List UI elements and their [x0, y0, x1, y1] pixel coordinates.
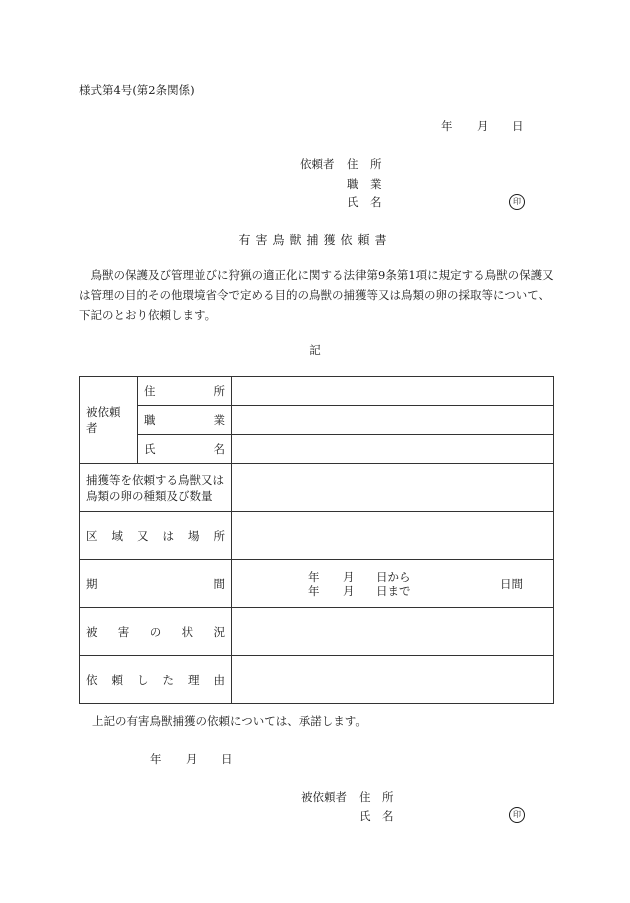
- reason-value[interactable]: [232, 656, 554, 704]
- label-char: は: [162, 528, 174, 543]
- label-char: 氏: [144, 442, 156, 456]
- seal-mark: 印: [509, 807, 525, 823]
- requestee-address-value[interactable]: [232, 377, 554, 406]
- area-label-cell: [80, 512, 232, 560]
- address-label-cell: [138, 377, 232, 406]
- damage-value[interactable]: [232, 608, 554, 656]
- requester-name-label: 氏 名: [347, 195, 382, 209]
- request-details-table: [79, 376, 554, 704]
- from-year: 年: [308, 569, 320, 584]
- seal-mark: 印: [509, 194, 525, 210]
- to-year: 年: [308, 583, 320, 598]
- period-range: [308, 570, 411, 598]
- requestee-label: 被依頼者: [86, 405, 121, 435]
- label-char: 期: [86, 576, 98, 591]
- species-label-line1: 捕獲等を依頼する鳥獣又は: [86, 472, 224, 487]
- label-char: 域: [111, 528, 123, 543]
- signer-address-label: 住 所: [359, 790, 394, 804]
- to-month: 月: [343, 583, 355, 598]
- requester-occupation-label: 職 業: [347, 177, 382, 191]
- name-label-cell: [138, 435, 232, 464]
- body-paragraph: [79, 265, 554, 325]
- label-char: 被: [86, 624, 98, 639]
- requestee-name-value[interactable]: [232, 435, 554, 464]
- bottom-date-day-label: 日: [221, 752, 233, 766]
- ki-heading: 記: [309, 343, 321, 357]
- bottom-date-month-label: 月: [186, 752, 198, 766]
- label-char: 場: [188, 528, 200, 543]
- label-char: 間: [213, 576, 225, 591]
- label-char: 所: [213, 528, 225, 543]
- period-days-label: 日間: [500, 576, 523, 591]
- reason-label-cell: [80, 656, 232, 704]
- label-char: た: [162, 672, 174, 687]
- bottom-date-year-label: 年: [150, 752, 162, 766]
- document-title: 有害鳥獣捕獲依頼書: [238, 233, 392, 247]
- from-month: 月: [343, 569, 355, 584]
- label-char: 害: [117, 624, 130, 639]
- signer-name-label: 氏 名: [359, 809, 394, 823]
- from-day: 日から: [376, 569, 411, 584]
- damage-label-cell: [80, 608, 232, 656]
- occupation-label-cell: [138, 406, 232, 435]
- label-char: 名: [213, 442, 225, 456]
- body-text: 鳥獣の保護及び管理並びに狩猟の適正化に関する法律第9条第1項に規定する鳥獣の保護又は管理の目的その他環境省令で定める目的の鳥獣の捕獲等又は鳥類の卵の採取等について、下記のとおり依頼します。: [79, 268, 554, 322]
- label-char: 依: [86, 672, 98, 687]
- label-char: 頼: [111, 672, 123, 687]
- signer-label: 被依頼者: [301, 790, 347, 804]
- species-value[interactable]: [232, 464, 554, 512]
- to-day: 日まで: [376, 583, 411, 598]
- form-number: 様式第4号(第2条関係): [79, 83, 195, 97]
- requestee-occupation-value[interactable]: [232, 406, 554, 435]
- label-char: 業: [213, 413, 225, 427]
- acceptance-statement: 上記の有害鳥獣捕獲の依頼については、承諾します。: [92, 714, 367, 728]
- requester-label: 依頼者: [300, 157, 335, 171]
- label-char: 由: [213, 672, 225, 687]
- label-char: 住: [144, 384, 156, 398]
- species-label-line2: 鳥類の卵の種類及び数量: [86, 488, 213, 503]
- species-label-cell: [80, 464, 232, 512]
- label-char: 職: [144, 413, 156, 427]
- label-char: 所: [213, 384, 225, 398]
- label-char: 況: [213, 624, 225, 639]
- date-month-label: 月: [477, 119, 489, 133]
- label-char: の: [149, 624, 162, 639]
- requestee-label-cell: [80, 377, 138, 464]
- date-year-label: 年: [441, 119, 453, 133]
- label-char: 又: [137, 528, 149, 543]
- date-day-label: 日: [512, 119, 524, 133]
- label-char: 状: [181, 624, 194, 639]
- period-label-cell: [80, 560, 232, 608]
- period-value-cell[interactable]: [232, 560, 554, 608]
- area-value[interactable]: [232, 512, 554, 560]
- label-char: 理: [188, 672, 200, 687]
- requester-address-label: 住 所: [347, 157, 382, 171]
- label-char: し: [137, 672, 149, 687]
- label-char: 区: [86, 528, 98, 543]
